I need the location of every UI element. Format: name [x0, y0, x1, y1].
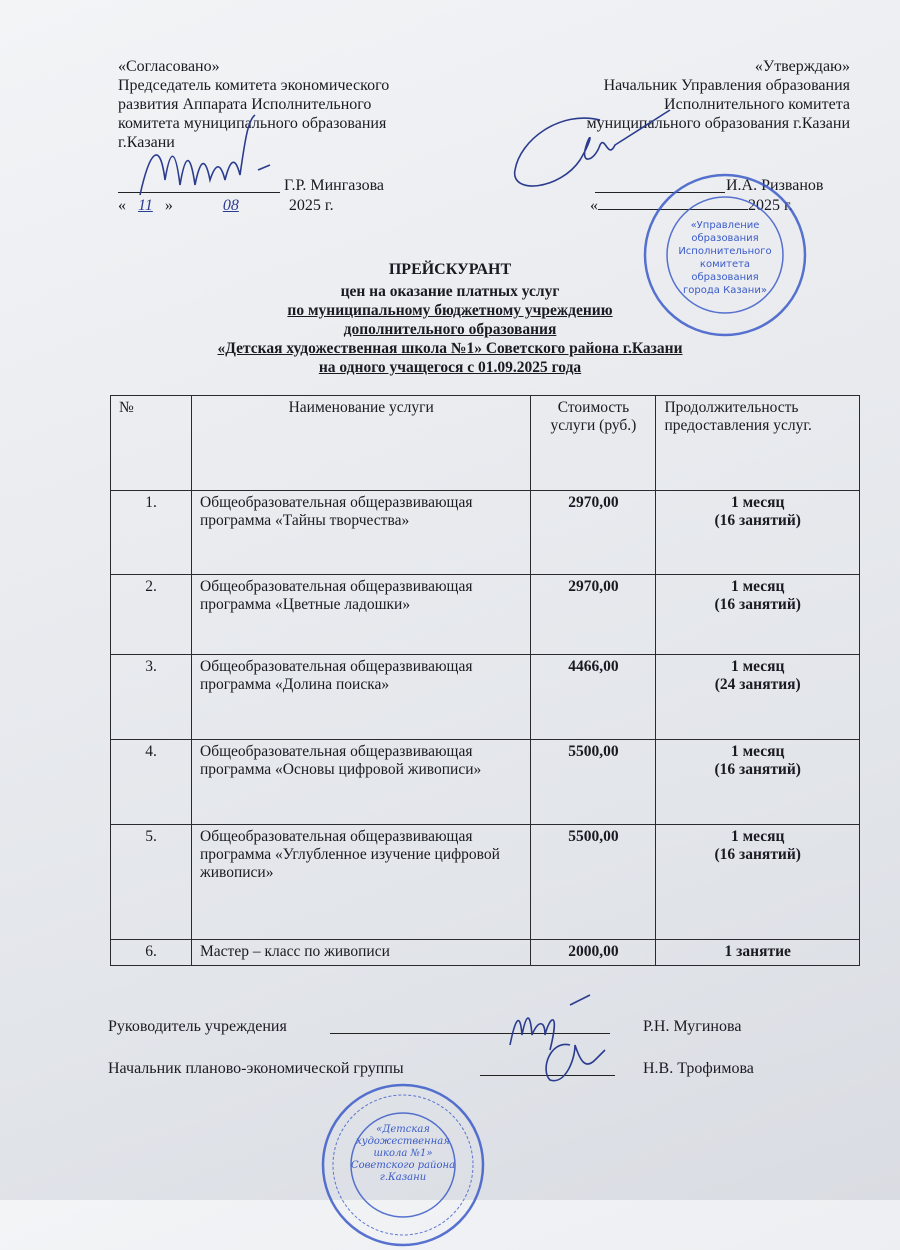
row-price: 5500,00: [531, 825, 656, 940]
title-line: на одного учащегося с 01.09.2025 года: [318, 359, 582, 376]
table-row: [111, 655, 860, 740]
duration-lessons: (16 занятий): [714, 512, 801, 529]
duration-period: 1 месяц: [730, 494, 785, 511]
row-duration: [656, 575, 860, 655]
right-line: муниципального образования г.Казани: [586, 115, 850, 132]
duration-lessons: (16 занятий): [714, 596, 801, 613]
row-number: 4.: [111, 740, 192, 825]
duration-lessons: (16 занятий): [714, 761, 801, 778]
row-service: Мастер – класс по живописи: [192, 940, 531, 966]
footer-signatures: [490, 990, 620, 1090]
svg-text:Исполнительного: Исполнительного: [678, 246, 772, 257]
row-number: 1.: [111, 491, 192, 575]
row-duration: [656, 740, 860, 825]
table-row: [111, 575, 860, 655]
table-row: [111, 940, 860, 966]
right-date: « 2025 г.: [590, 197, 793, 214]
svg-text:«Детская: «Детская: [376, 1124, 430, 1135]
row-number: 3.: [111, 655, 192, 740]
row-service: Общеобразовательная общеразвивающая программа «Цветные ладошки»: [192, 575, 531, 655]
duration-lessons: (24 занятия): [714, 676, 801, 693]
row-service: Общеобразовательная общеразвивающая программа «Тайны творчества»: [192, 491, 531, 575]
duration-period: 1 месяц: [730, 743, 785, 760]
header-price: Стоимость услуги (руб.): [531, 396, 656, 491]
svg-text:«Управление: «Управление: [690, 220, 760, 231]
right-header: «Утверждаю»: [754, 58, 850, 75]
row-price: 2970,00: [531, 575, 656, 655]
document-title: [0, 260, 900, 377]
table-row: [111, 740, 860, 825]
table-header-row: [111, 396, 860, 491]
header-number: №: [111, 396, 192, 491]
svg-text:художественная: художественная: [356, 1136, 450, 1147]
svg-text:образования: образования: [691, 272, 759, 283]
school-stamp: [318, 1080, 488, 1250]
price-table: [110, 395, 860, 966]
table-row: [111, 491, 860, 575]
duration-period: 1 месяц: [730, 828, 785, 845]
date-year: 2025 г.: [748, 197, 793, 214]
row-service: Общеобразовательная общеразвивающая программа «Основы цифровой живописи»: [192, 740, 531, 825]
row-number: 5.: [111, 825, 192, 940]
left-signature: [130, 110, 290, 220]
footer-name-director: Р.Н. Мугинова: [643, 1018, 742, 1035]
duration-period: 1 занятие: [724, 943, 791, 960]
row-service: Общеобразовательная общеразвивающая программа «Долина поиска»: [192, 655, 531, 740]
row-price: 2970,00: [531, 491, 656, 575]
svg-text:комитета: комитета: [699, 259, 751, 270]
left-signer: Г.Р. Мингазова: [284, 177, 385, 194]
svg-text:Советского района: Советского района: [350, 1160, 456, 1171]
date-year: 2025 г.: [288, 197, 334, 214]
left-line: Председатель комитета экономического: [118, 77, 390, 94]
svg-text:образования: образования: [691, 233, 759, 244]
row-price: 4466,00: [531, 655, 656, 740]
row-number: 2.: [111, 575, 192, 655]
title-line: дополнительного образования: [343, 321, 557, 338]
footer-role-economist: Начальник планово-экономической группы: [108, 1060, 404, 1077]
row-service: Общеобразовательная общеразвивающая программа «Углубленное изучение цифровой живописи»: [192, 825, 531, 940]
row-price: 5500,00: [531, 740, 656, 825]
duration-lessons: (16 занятий): [714, 846, 801, 863]
title-main: ПРЕЙСКУРАНТ: [388, 261, 512, 278]
row-number: 6.: [111, 940, 192, 966]
title-line: цен на оказание платных услуг: [340, 283, 560, 300]
row-duration: [656, 940, 860, 966]
footer-role-director: Руководитель учреждения: [108, 1018, 287, 1035]
row-duration: [656, 825, 860, 940]
title-line: «Детская художественная школа №1» Советского района г.Казани: [217, 340, 683, 357]
title-line: по муниципальному бюджетному учреждению: [287, 302, 613, 319]
date-month: 08: [222, 197, 239, 214]
duration-period: 1 месяц: [730, 658, 785, 675]
svg-text:школа №1»: школа №1»: [373, 1148, 433, 1159]
table-row: [111, 825, 860, 940]
duration-period: 1 месяц: [730, 578, 785, 595]
row-duration: [656, 655, 860, 740]
row-duration: [656, 491, 860, 575]
date-day: 11: [138, 197, 153, 214]
svg-text:г.Казани: г.Казани: [379, 1172, 427, 1183]
header-duration: Продолжительность предоставления услуг.: [656, 396, 860, 491]
left-line: комитета муниципального образования: [118, 115, 387, 132]
right-line: Исполнительного комитета: [664, 96, 850, 113]
left-line: развития Аппарата Исполнительного: [118, 96, 372, 113]
left-header: «Согласовано»: [118, 58, 220, 75]
right-line: Начальник Управления образования: [603, 77, 850, 94]
svg-text:города Казани»: города Казани»: [683, 285, 767, 296]
left-line: г.Казани: [118, 134, 175, 151]
left-date: « 11 » 08 2025 г.: [118, 197, 334, 214]
right-signer: И.А. Ризванов: [726, 177, 824, 194]
row-price: 2000,00: [531, 940, 656, 966]
header-service: Наименование услуги: [192, 396, 531, 491]
footer-name-economist: Н.В. Трофимова: [643, 1060, 754, 1077]
